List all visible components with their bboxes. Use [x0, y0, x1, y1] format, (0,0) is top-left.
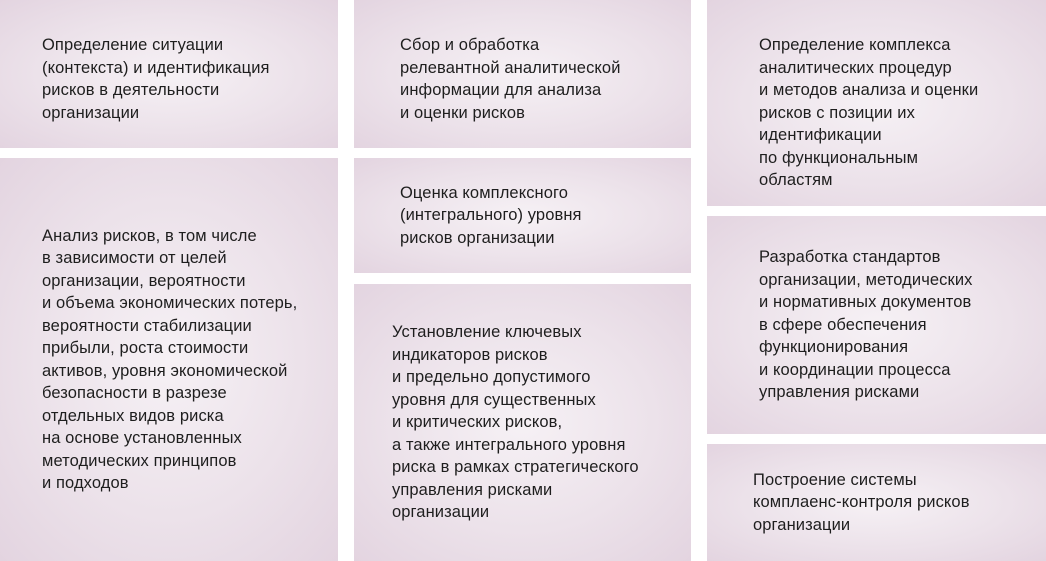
tile-text: Сбор и обработка релевантной аналитической информации для анализа и оценки рисков — [400, 36, 621, 122]
tile-compliance-control — [707, 444, 1046, 561]
tile-standards-development — [707, 216, 1046, 434]
tile-key-risk-indicators — [354, 284, 691, 561]
tile-text: Определение ситуации (контекста) и идентификация рисков в деятельности организации — [42, 36, 270, 122]
tile-text: Построение системы комплаенс-контроля рисков организации — [753, 470, 970, 534]
tile-context-identification — [0, 0, 338, 148]
tile-text: Оценка комплексного (интегрального) уровня рисков организации — [400, 183, 582, 247]
tile-integral-assessment — [354, 158, 691, 273]
tile-text: Определение комплекса аналитических процедур и методов анализа и оценки рисков с позиции их идентификации по функциональным областям — [759, 36, 979, 189]
tile-risk-analysis — [0, 158, 338, 561]
tile-text: Анализ рисков, в том числе в зависимости от целей организации, вероятности и объема экономических потерь, вероятности стабилизации прибыли, роста стоимости активов, уровня экономической безопасности в разрезе отдельных видов риска на основе установленных методических принципов и подходов — [42, 226, 298, 492]
tile-text: Установление ключевых индикаторов рисков и предельно допустимого уровня для существенных и критических рисков, а также интегрального уровня риска в рамках стратегического управления рисками организации — [392, 323, 639, 522]
tile-analytical-procedures — [707, 0, 1046, 206]
tile-text: Разработка стандартов организации, методических и нормативных документов в сфере обеспечения функционирования и координации процесса управления рисками — [759, 248, 973, 402]
tile-data-collection — [354, 0, 691, 148]
